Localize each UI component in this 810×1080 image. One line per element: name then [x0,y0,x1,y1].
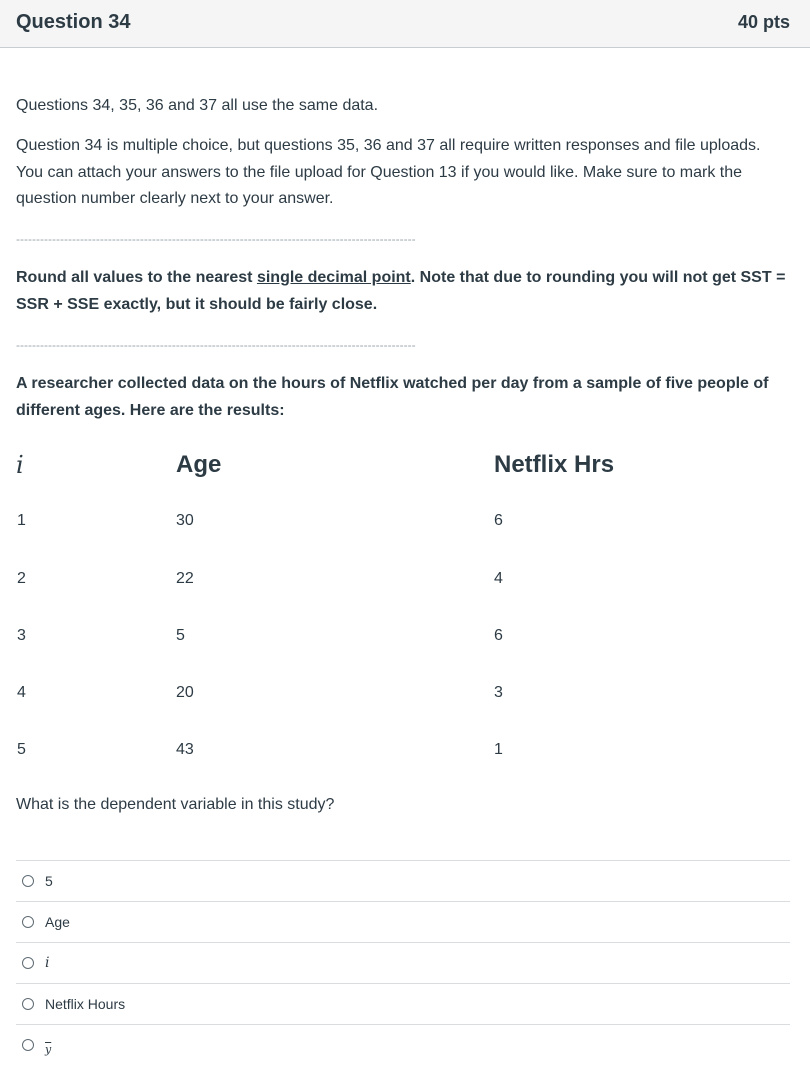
answer-label: Netflix Hours [45,996,126,1012]
table-cell-i: 4 [17,684,26,701]
table-cell-i: 1 [17,512,26,529]
table-cell-netflix: 4 [494,570,503,587]
intro-line-1: Questions 34, 35, 36 and 37 all use the same data. [16,97,379,114]
radio-button[interactable] [22,998,34,1010]
table-cell-netflix: 1 [494,741,503,758]
table-cell-age: 5 [176,627,185,644]
answer-list [16,860,790,1065]
table-cell-age: 30 [176,512,194,529]
rounding-underlined: single decimal point [256,269,411,286]
radio-button[interactable] [22,957,34,969]
intro-line-2: Question 34 is multiple choice, but questions 35, 36 and 37 all require written responses and file uploads. You can attach your answers to the file upload for Question 13 if you would like. Make sure to mark the question number clearly next to your answer. [16,137,761,207]
answer-label: i [45,955,50,971]
table-cell-i: 3 [17,627,26,644]
answer-option-i[interactable] [16,942,790,983]
table-cell-i: 2 [17,570,26,587]
answer-label: $\overline{y}$ [45,1042,52,1056]
table-header-i: i [16,451,24,479]
radio-button[interactable] [22,875,34,887]
table-cell-age: 20 [176,684,194,701]
answer-option-y-bar[interactable] [16,1024,790,1065]
answer-label: 5 [45,873,53,889]
table-cell-age: 43 [176,741,194,758]
answer-label: Age [45,914,70,930]
table-cell-netflix: 6 [494,512,503,529]
answer-option-netflix-hours[interactable] [16,983,790,1024]
radio-button[interactable] [22,916,34,928]
table-cell-age: 22 [176,570,194,587]
divider-1: ---------------------------------------------------------------------------------------------------- [16,232,416,246]
table-cell-i: 5 [17,741,26,758]
divider-2: ---------------------------------------------------------------------------------------------------- [16,338,416,352]
rounding-instruction [16,265,796,318]
radio-button[interactable] [22,1039,34,1051]
table-cell-netflix: 3 [494,684,503,701]
question-points: 40 pts [737,12,790,32]
answer-option-age[interactable] [16,901,790,942]
table-header-netflix: Netflix Hrs [494,451,615,478]
study-description: A researcher collected data on the hours of Netflix watched per day from a sample of five people of different ages. Here are the results: [16,375,769,419]
answer-option-5[interactable] [16,860,790,901]
table-header-age: Age [176,451,222,478]
question-header [0,0,810,48]
question-title: Question 34 [16,11,131,33]
rounding-text-after: . Note that due to rounding you will not get SST = SSR + SSE exactly, but it should be fairly close. [16,269,786,313]
question-prompt: What is the dependent variable in this study? [16,796,335,813]
table-cell-netflix: 6 [494,627,503,644]
rounding-text-before: Round all values to the nearest [16,269,257,286]
